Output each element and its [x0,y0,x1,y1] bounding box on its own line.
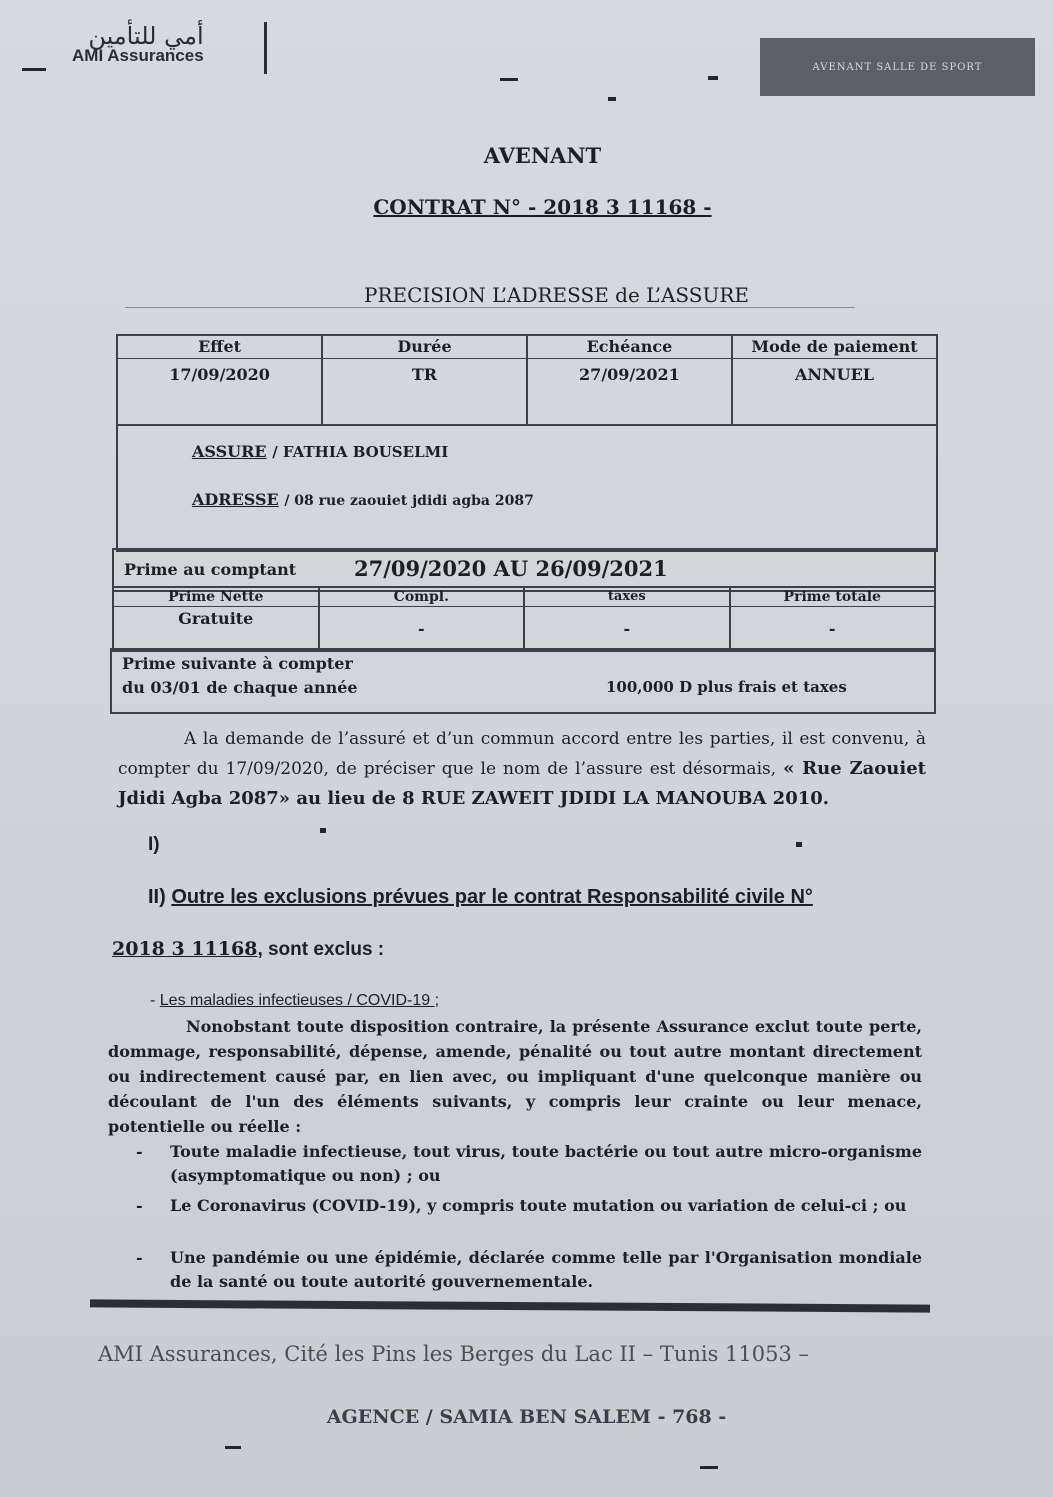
bullet-text-2: Le Coronavirus (COVID-19), y compris toute mutation ou variation de celui-ci ; ou [170,1196,907,1215]
header-stamp: AVENANT SALLE DE SPORT [760,38,1035,96]
adresse-line [192,490,534,509]
bullet-text-1: Toute maladie infectieuse, tout virus, toute bactérie ou tout autre micro-organisme (asymptomatique ou non) ; ou [170,1142,922,1185]
contract-number: CONTRAT N° - 2018 3 11168 - [373,195,712,219]
col-prime-nette: Prime Nette [114,588,318,607]
col-compl: Compl. [320,588,524,607]
col-taxes: taxes [525,588,728,607]
speck [500,78,518,81]
footer-agency: AGENCE / SAMIA BEN SALEM - 768 - [326,1406,727,1428]
covid-heading-dash: - [150,992,160,1009]
speck [320,828,326,833]
company-logo [72,22,204,66]
exclusions-title [148,886,813,909]
val-echeance: 27/09/2021 [579,365,680,384]
bullet-item [136,1140,922,1188]
logo-arabic: أمي للتأمين [88,22,204,50]
summary-table [116,334,938,426]
bullet-dash: - [136,1142,143,1161]
cell-compl [319,587,525,651]
bullet-item [136,1194,922,1218]
insured-box [116,424,938,552]
bullet-item [136,1246,922,1294]
doc-title: AVENANT [483,143,602,168]
exclusions-suffix: , sont exclus : [257,939,385,960]
exclusions-contract: 2018 3 11168 [112,938,258,960]
logo-latin: AMI Assurances [72,46,204,65]
main-paragraph [118,725,926,814]
val-prime-nette: Gratuite [178,609,254,628]
cell-taxes [524,587,729,651]
col-mode: Mode de paiement [733,336,936,359]
next-premium-row [110,648,936,714]
col-duree: Durée [323,336,526,359]
cell-duree [322,335,527,425]
covid-heading-text: Les maladies infectieuses / COVID-19 ; [159,992,440,1009]
speck [225,1446,241,1449]
bullet-dash: - [136,1248,143,1267]
bullet-text-3: Une pandémie ou une épidémie, déclarée comme telle par l'Organisation mondiale de la santé ou toute autorité gouvernementale. [170,1248,922,1291]
val-duree: TR [411,365,438,384]
next-premium-line1: Prime suivante à compter [122,654,353,673]
col-echeance: Echéance [528,336,731,359]
section-two: II) [148,886,166,908]
cell-prime-totale [730,587,936,651]
col-prime-totale: Prime totale [731,588,935,607]
cell-echeance [527,335,732,425]
prime-label: Prime au comptant [124,560,297,579]
speck [796,842,802,847]
covid-body: Nonobstant toute disposition contraire, la présente Assurance exclut toute perte, dommage, responsabilité, dépense, amende, pénalité ou tout autre montant directement ou indirectement causé par, en lien avec, ou impliquant d'une quelconque manière ou découlant de l'un des éléments suivants, y compris leur crainte ou leur menace, potentielle ou réelle : [108,1017,922,1136]
divider [125,307,855,308]
val-taxes: - [623,619,631,638]
val-mode: ANNUEL [794,365,875,384]
val-prime-totale: - [828,619,836,638]
prime-table [112,586,936,652]
speck [22,68,46,71]
speck [608,97,616,101]
cell-mode [732,335,937,425]
footer-address: AMI Assurances, Cité les Pins les Berges du Lac II – Tunis 11053 – [98,1342,810,1366]
col-effet: Effet [118,336,321,359]
prime-period: 27/09/2020 AU 26/09/2021 [354,556,668,581]
exclusions-heading: Outre les exclusions prévues par le contrat Responsabilité civile N° [171,886,813,908]
paragraph-text: A la demande de l’assuré et d’un commun accord entre les parties, il est convenu, à compter du 17/09/2020, de préciser que le nom de l’assure est désormais, [118,729,926,779]
footer-divider [90,1299,930,1312]
assure-label: ASSURE [192,442,267,461]
next-premium-amount: 100,000 D plus frais et taxes [606,678,847,696]
adresse-value: / 08 rue zaouiet jdidi agba 2087 [284,493,534,509]
covid-heading [150,992,439,1010]
assure-line [192,442,448,461]
paragraph-address: « Rue Zaouiet Jdidi Agba 2087» au lieu de 8 RUE ZAWEIT JDIDI LA MANOUBA 2010. [118,758,926,809]
val-compl: - [417,619,425,638]
cell-prime-nette [113,587,319,651]
val-effet: 17/09/2020 [169,365,270,384]
section-one: I) [148,834,160,855]
cell-effet [117,335,322,425]
bullet-dash: - [136,1196,143,1215]
speck [700,1466,718,1469]
assure-value: / FATHIA BOUSELMI [272,443,449,461]
adresse-label: ADRESSE [192,490,279,509]
speck [708,76,718,80]
exclusions-line2 [112,938,384,961]
logo-bar [264,22,267,74]
doc-subject: PRECISION L’ADRESSE de L’ASSURE [363,283,749,307]
next-premium-line2: du 03/01 de chaque année [122,678,358,697]
